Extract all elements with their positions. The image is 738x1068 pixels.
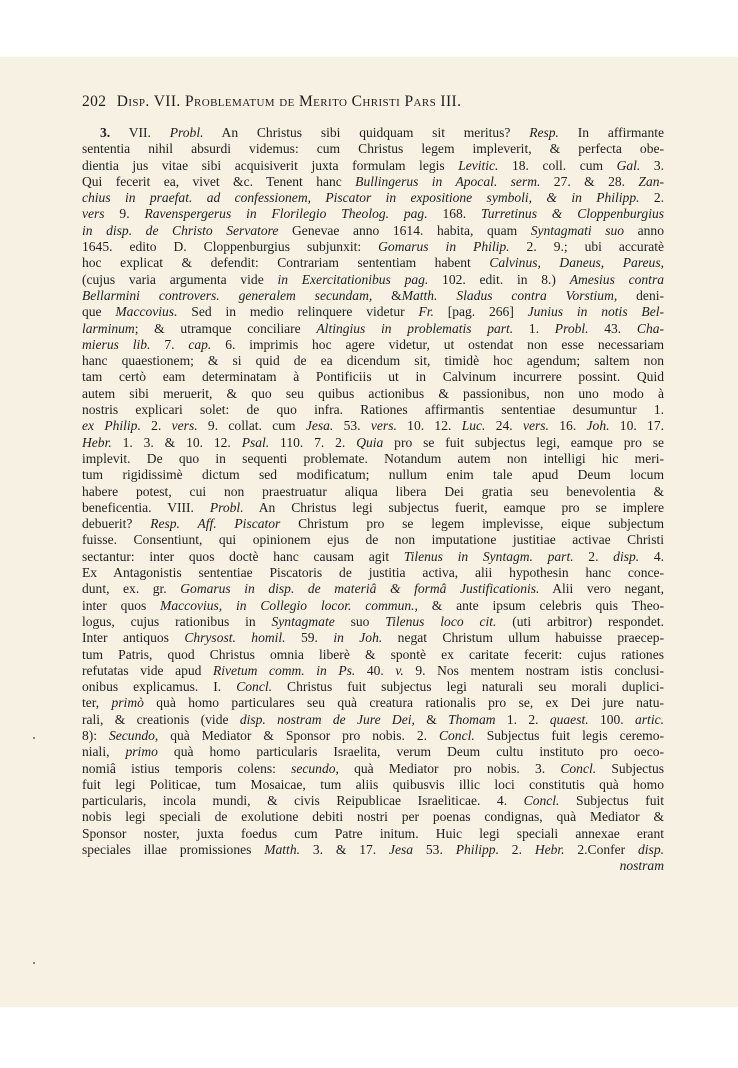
text-line: speciales illae promissiones Matth. 3. & 17. Jesa 53. Philipp. 2. Hebr. 2.Confer disp. (82, 842, 664, 858)
text-line: 8): Secundo, quà Mediator & Sponsor pro nobis. 2. Concl. Subjectus fuit legis ceremo- (82, 727, 664, 743)
running-head (82, 93, 662, 111)
text-line: Inter antiquos Chrysost. homil. 59. in Joh. negat Christum ullum habuisse praecep- (82, 630, 664, 646)
text-line: que Maccovius. Sed in medio relinquere videtur Fr. [pag. 266] Junius in notis Bel- (82, 304, 664, 320)
text-line: logus, cujus rationibus in Syntagmate suo Tilenus loco cit. (uti arbitror) respondet. (82, 613, 664, 629)
text-line: nomiâ istius temporis colens: secundo, quà Mediator pro nobis. 3. Concl. Subjectus (82, 760, 665, 776)
text-line: particularis, incola mundi, & civis Reipublicae Israeliticae. 4. Concl. Subjectus fuit (82, 793, 665, 809)
text-line: Qui fecerit ea, vivet &c. Tenent hanc Bullingerus in Apocal. serm. 27. & 28. Zan- (82, 173, 665, 189)
running-head-title: Disp. VII. Problematum de Merito Christi Pars III. (116, 93, 462, 110)
text-line: tum rigidissimè dictum sed modificatum; nullum enim tale apud Deum locum (82, 467, 664, 483)
text-line: hanc quaestionem; & si quid de ea dicendum sit, timidè hoc agendum; saltem non (82, 353, 664, 369)
text-line: nostris explicari solet: de quo infra. Rationes affirmantis sententiae desumuntur 1. (82, 402, 664, 418)
text-line: (cujus varia argumenta vide in Exercitationibus pag. 102. edit. in 8.) Amesius contra (82, 271, 664, 287)
text-line: mierus lib. 7. cap. 6. imprimis hoc agere videtur, ut ostendat non esse necessariam (82, 336, 665, 352)
text-line: habere potest, cui non praestruatur aliqua libera Dei gratia seu benevolentia & (82, 483, 664, 499)
text-line: autem sibi meruerit, & quo seu quibus actionibus & passionibus, non uno modo à (82, 385, 664, 401)
text-line: Sponsor noster, juxta foedus cum Patre initum. Huic legi speciali annexae erant (82, 825, 664, 841)
text-line: vers 9. Ravenspergerus in Florilegio Theolog. pag. 168. Turretinus & Cloppenburgius (82, 206, 665, 222)
text-line: nostram (619, 858, 664, 874)
text-line: fuit legi Politicae, tum Mosaicae, tum aliis quibusvis illic loci constitutis quà homo (82, 776, 664, 792)
text-line: 3. VII. Probl. An Christus sibi quidquam sit meritus? Resp. In affirmante (100, 125, 664, 140)
text-line: ex Philip. 2. vers. 9. collat. cum Jesa. 53. vers. 10. 12. Luc. 24. vers. 16. Joh. 10. 17. (82, 418, 664, 434)
page-number: 202 (82, 93, 107, 110)
text-line: implevit. De quo in sequenti problemate. Notandum autem non intelligi hic meri- (82, 450, 664, 466)
text-line: beneficentia. VIII. Probl. An Christus legi subjectus fuerit, eamque pro se implere (82, 499, 664, 515)
text-line: sententia nihil absurdi videmus: cum Christus legem impleverit, & perfecta obe- (82, 141, 664, 157)
text-line: Bellarmini controvers. generalem secundam, &Matth. Sladus contra Vorstium, deni- (82, 287, 664, 303)
text-line: nobis legi speciali de exolutione debiti nostri per poenas condignas, quà Mediator & (82, 809, 664, 825)
text-line: niali, primo quà homo particularis Israelita, verum Deum cultu instituto pro oeco- (82, 744, 664, 760)
text-line: sectantur: inter quos doctè hanc causam agit Tilenus in Syntagm. part. 2. disp. 4. (82, 548, 665, 564)
text-line: in disp. de Christo Servatore Genevae anno 1614. habita, quam Syntagmati suo anno (82, 222, 664, 238)
text-line: inter quos Maccovius, in Collegio locor. commun., & ante ipsum celebris quis Theo- (82, 597, 664, 613)
text-line: onibus explicamus. I. Concl. Christus fuit subjectus legi naturali seu morali duplici- (82, 679, 664, 695)
text-line: dientia jus vitae sibi acquisiverit juxta formulam legis Levitic. 18. coll. cum Gal. 3. (82, 157, 664, 173)
text-line: debuerit? Resp. Aff. Piscator Christum pro se legem implevisse, eique subjectum (82, 516, 665, 532)
body-text (82, 125, 664, 875)
text-line: tum Patris, quod Christus omnia liberè & spontè ex caritate fecerit: cujus rationes (82, 646, 664, 662)
text-line: ter, primò quà homo particulares seu quà creatura rationalis pro se, ex Dei jure natu- (82, 695, 664, 711)
text-line: dunt, ex. gr. Gomarus in disp. de materiâ & formâ Justificationis. Alii vero negant, (82, 581, 664, 597)
text-line: Ex Antagonistis sententiae Piscatoris de justitia activa, alii hypothesin hanc conce- (82, 565, 664, 581)
text-line: fuisse. Consentiunt, qui opinionem ejus de non imputatione justitiae activae Christi (82, 532, 664, 548)
margin-speck (33, 737, 35, 739)
margin-speck (33, 962, 35, 964)
text-line: 1645. edito D. Cloppenburgius subjunxit: Gomarus in Philip. 2. 9.; ubi accuratè (82, 239, 665, 255)
text-line: hoc explicat & defendit: Contrariam sententiam habent Calvinus, Daneus, Pareus, (82, 255, 664, 271)
text-line: rali, & creationis (vide disp. nostram de Jure Dei, & Thomam 1. 2. quaest. 100. artic. (82, 711, 664, 727)
book-page (0, 57, 738, 1007)
text-line: chius in praefat. ad confessionem, Piscator in expositione symboli, & in Philipp. 2. (82, 190, 664, 206)
section-number: 3. (100, 125, 111, 140)
text-line: tam certò eam determinatam à Pontificiis ut in Calvinum incurrere possint. Quid (82, 369, 664, 385)
text-line: larminum; & utramque conciliare Altingius in problematis part. 1. Probl. 43. Cha- (82, 320, 665, 336)
text-line: Hebr. 1. 3. & 10. 12. Psal. 110. 7. 2. Quia pro se fuit subjectus legi, eamque pro se (82, 434, 664, 450)
text-line: refutatas vide apud Rivetum comm. in Ps. 40. v. 9. Nos mentem nostram istis conclusi- (82, 662, 664, 678)
